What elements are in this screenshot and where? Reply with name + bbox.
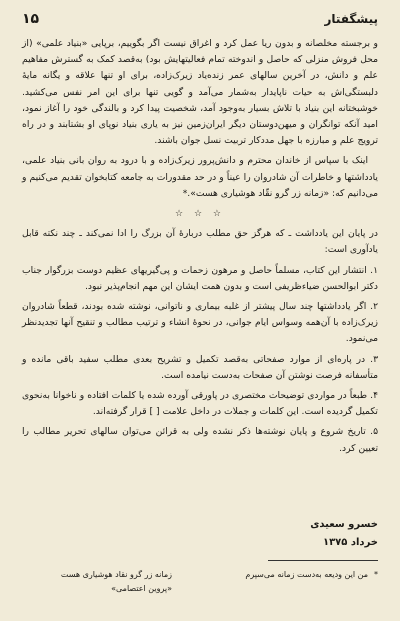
section-separator: ☆ ☆ ☆ bbox=[175, 209, 225, 220]
list-item: ۲. اگر یادداشتها چند سال پیشتر از غلبه بیماری و ناتوانی، نوشته شده بودند، قطعاً شادروان زیرک‌زاده با آن‌همه وسواس ایام جوانی، در نحوهٔ انشاء و ترتیب مطالب و تنقیح آنها تجدیدنظر می‌نمود. bbox=[22, 301, 378, 345]
page-number: ۱۵ bbox=[22, 11, 40, 27]
paragraph: و برجسته مخلصانه و بدون ریا عمل کرد و اغراق نیست اگر بگوییم، برپایی «بنیاد علمی» (از محل فروش منزلی که حاصل و اندوخته تمام فعالیتهایش بود) به‌قصد کمک به گسترش مفاهیم علم و دانش، در آخرین سالهای عمر زنده‌یاد زیرک‌زاده، برای او تنها علاقه و یگانه مایهٔ دلبستگی‌اش به حیات ناپایدار به‌شمار می‌آمد و گویی تنها برای این امر نفس می‌کشید. خوشبختانه این بنیاد با تلاش بسیار به‌وجود آمد، شخصیت پیدا کرد و بالندگی خود را آغاز نمود، امید آنکه توانگران و میهن‌دوستان دیگر ایران‌زمین نیز به یاری بنیاد نوپای او بشتابند و در راه ترویج علم و مبارزه با جهل مددکار تربیت نسل جوان باشند. bbox=[22, 38, 378, 147]
footnote-mark: * bbox=[374, 570, 378, 579]
list-item: ۵. تاریخ شروع و پایان نوشته‌ها ذکر نشده ولی به قرائن می‌توان سالهای تحریر مطالب را تعیین کرد. bbox=[22, 426, 378, 454]
chapter-title: پیشگفتار bbox=[324, 12, 378, 26]
footnote-verse-left bbox=[22, 568, 172, 596]
page-header bbox=[22, 8, 378, 30]
footnote-divider bbox=[268, 560, 378, 561]
notes-list bbox=[22, 263, 378, 457]
list-item: ۱. انتشار این کتاب، مسلماً حاصل و مرهون زحمات و پی‌گیریهای عظیم دوست بزرگوار جناب دکتر ابوالحسن ضیاءظریفی است و بدون همت ایشان این مهم انجام‌پذیر نبود. bbox=[22, 264, 378, 292]
closing-intro: در پایان این یادداشت ـ که هرگز حق مطلب دربارهٔ آن بزرگ را ادا نمی‌کند ـ چند نکته قابل یادآوری است: bbox=[22, 228, 378, 256]
signature-name: خسرو سعیدی bbox=[310, 519, 378, 530]
list-item: ۴. طبعاً در مواردی توضیحات مختصری در پاورقی آورده شده یا کلمات افتاده و ناخوانا به‌نحوی تکمیل گردیده است. این کلمات و جملات در داخل علامت [ ] قرار گرفته‌اند. bbox=[22, 390, 378, 418]
body-text bbox=[22, 36, 378, 461]
footnote-line: زمانه زر گرو نقاد هوشیاری هست bbox=[60, 570, 172, 579]
footnote-verse-right bbox=[188, 568, 378, 582]
paragraph: اینک با سپاس از خاندان محترم و دانش‌پرور زیرک‌زاده و با درود به روان بانی بنیاد علمی، یادداشتها و خاطرات آن شادروان را عیناً و در حد مقدورات به جامعه کتابخوان تقدیم می‌کنیم و می‌دانیم که: «زمانه زر گرو نقّاد هوشیاری هست».* bbox=[22, 155, 378, 199]
footnote-line: من این ودیعه به‌دست زمانه می‌سپرم bbox=[245, 570, 368, 579]
list-item: ۳. در پاره‌ای از موارد صفحاتی به‌قصد تکمیل و تشریح بعدی مطلب سفید باقی مانده و متأسفانه فرصت نوشتن آن صفحات به‌دست نیامده است. bbox=[22, 353, 378, 381]
footnote-attribution: «پروین اعتصامی» bbox=[111, 584, 172, 593]
signature-date: خرداد ۱۳۷۵ bbox=[322, 537, 378, 548]
